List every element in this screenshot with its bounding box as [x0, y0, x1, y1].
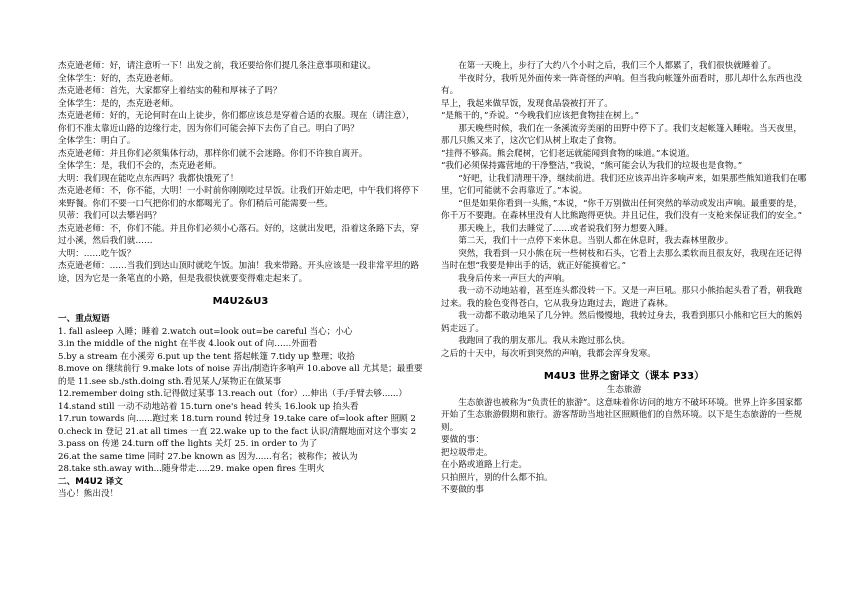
dialogue-line: 大明：我们现在能吃点东西吗？我都快饿死了！: [58, 173, 239, 184]
story-paragraph: 我身后传来一声巨大的声响。: [458, 273, 570, 284]
dialogue-line: 杰克逊老师：好的，无论何时在山上徒步，你们都应该总是穿着合适的衣服。现在（请注意），你们不准太靠近山路的边缘行走，因为你们可能会掉下去伤了自己。明白了吗？: [58, 111, 415, 134]
dialogue-line: 贝蒂：我们可以去攀岩吗？: [58, 211, 162, 221]
dialogue-line: 全体学生：好的，杰克逊老师。: [58, 73, 179, 84]
story-paragraph: 第二天，我们十一点停下来休息。当别人都在休息时，我去森林里散步。: [458, 236, 734, 246]
story-paragraph: 在第一天晚上，步行了大约八个小时之后，我们三个人都累了，我们很快就睡着了。: [458, 61, 777, 71]
phrase-line: 26.at the same time 同时 27.be known as 因为......有名；被称作；被认为: [58, 451, 358, 462]
dialogue-line: 杰克逊老师：并且你们必须集体行动，那样你们就不会迷路。你们不许独自离开。: [58, 148, 368, 159]
right-column: [441, 60, 807, 497]
story-paragraph: “挂得不够高。熊会爬树，它们老远就能闻到食物的味道。”本说道。: [441, 148, 695, 159]
phrase-line: 5.by a stream 在小溪旁 6.put up the tent 搭起帐篷 7.tidy up 整理；收拾: [58, 351, 355, 362]
dialogue-line: 杰克逊老师：首先，大家都穿上着结实的鞋和厚袜子了吗？: [58, 86, 282, 96]
story-paragraph: 半夜时分，我听见外面传来一阵奇怪的声响。但当我向帐篷外面看时，那儿却什么东西也没有。: [441, 73, 802, 96]
story-paragraph: 之后的十天中，每次听到突然的声响，我都会浑身发寒。: [441, 348, 656, 359]
dialogue-line: 大明：……吃午饭？: [58, 248, 136, 259]
dialogue-line: 杰克逊老师：……当我们到达山顶时就吃午饭。加油！我来带路。开头应该是一段非常平坦的路途，因为它是一条笔直的小路，但是我很快就要变得难走起来了。: [58, 261, 419, 284]
rule-line: 要做的事：: [441, 435, 484, 445]
dialogue-line: 杰克逊老师：好，请注意听一下！出发之前，我还要给你们提几条注意事项和建议。: [58, 61, 376, 71]
dialogue-line: 全体学生：明白了。: [58, 136, 136, 146]
section-title: M4U2&U3: [212, 296, 269, 307]
section-title: M4U3 世界之窗译文（课本 P33）: [543, 371, 705, 382]
rule-line: 只拍照片，别的什么都不拍。: [441, 472, 553, 483]
phrase-line: 3.in the middle of the night 在半夜 4.look out of 向……外面看: [58, 339, 318, 349]
story-paragraph: “是熊干的，”乔说。“今晚我们应该把食物挂在树上。”: [441, 111, 640, 121]
phrase-line: 17.run towards 向......跑过来 18.turn round 转过身 19.take care of=look after 照顾 20.check in 登记 21.at all times 一直 22.wake up to the fact 认识/清醒地面对这个事实 23.pass on 传递 24.turn off the lights 关灯 25. in order to 为了: [58, 414, 417, 449]
story-paragraph: 那天晚上，我们去睡觉了……或者说我们努力想要入睡。: [458, 223, 674, 234]
dialogue-line: 全体学生：是的，杰克逊老师。: [58, 98, 179, 109]
dialogue-line: 杰克逊老师：不，你们不能。并且你们必须小心落石。好的，这就出发吧，沿着这条路下去，穿过小溪，然后我们就……: [58, 223, 419, 246]
left-column: [58, 60, 423, 501]
phrase-line: 12.remember doing sth.记得做过某事 13.reach out（for）...伸出（手/手臂去够......）: [58, 389, 407, 399]
phrase-line: 8.move on 继续前行 9.make lots of noise 弄出/制造许多响声 10.above all 尤其是；最重要的是 11.see sb./sth.doing sth.看见某人/某物正在做某事: [58, 364, 423, 387]
dialogue-line: 全体学生：是，我们不会的，杰克逊老师。: [58, 161, 222, 171]
story-paragraph: “好吧，让我们清理干净，继续前进。我们还应该弄出许多响声来，如果那些熊知道我们在哪里，它们可能就不会再靠近了。”本说。: [441, 173, 807, 196]
rule-line: 不要做的事: [441, 485, 484, 495]
rule-line: 把垃圾带走。: [441, 447, 493, 458]
story-paragraph: 那天晚些时候，我们在一条溪流旁美丽的田野中停下了。我们支起帐篷入睡啦。当天夜里，那几只熊又来了，这次它们从树上取走了食物。: [441, 123, 802, 146]
phrase-line: 14.stand still 一动不动地站着 15.turn one's head 转头 16.look up 抬头看: [58, 401, 359, 412]
eco-intro-paragraph: 生态旅游也被称为“负责任的旅游”。这意味着你访问的地方不破坏环境。世界上许多国家都开始了生态旅游假期和旅行。游客帮助当地社区照顾他们的自然环境。以下是生态旅游的一些规则。: [441, 397, 803, 433]
phrase-line: 28.take sth.away with...随身带走.....29. make open fires 生明火: [58, 464, 325, 474]
rule-line: 在小路或道路上行走。: [441, 460, 527, 470]
phrases-heading: 一、重点短语: [58, 314, 110, 324]
story-paragraph: “但是如果你看到一头熊，”本说，“你千万别做出任何突然的举动或发出声响。最重要的是，你千万不要跑。在森林里没有人比熊跑得更快。并且记住，我们没有一支枪来保证我们的安全。”: [441, 198, 803, 221]
story-paragraph: 我一动不动地站着，甚至连头都没转一下。又是一声巨吼。那只小熊抬起头看了看，朝我跑过来。我的脸色变得苍白，它从我身边跑过去，跑进了森林。: [441, 286, 802, 309]
translation-start: 当心！熊出没！: [58, 489, 119, 499]
story-paragraph: 突然，我看到一只小熊在玩一些树枝和石头，它看上去那么柔软而且很友好，我现在还记得当时在想“我要是伸出手的话，就正好能摸着它。”: [441, 248, 802, 271]
article-subtitle: 生态旅游: [606, 385, 642, 395]
story-paragraph: 我跑回了我的朋友那儿。我从未跑过那么快。: [458, 336, 631, 346]
story-paragraph: 早上，我起来做早饭，发现食品袋被打开了。: [441, 98, 613, 109]
phrase-line: 1. fall asleep 入睡；睡着 2.watch out=look out=be careful 当心；小心: [58, 326, 353, 337]
dialogue-line: 杰克逊老师：不，你不能，大明！一小时前你刚刚吃过早饭。让我们开始走吧，中午我们将停下来野餐。你们不要一口气把你们的水都喝光了。你们稍后可能需要一些。: [58, 186, 419, 209]
story-paragraph: 我一动都不敢动地呆了几分钟。然后慢慢地，我转过身去，我看到那只小熊和它巨大的熊妈妈走远了。: [441, 311, 802, 334]
translation-heading: 二、M4U2 译文: [58, 476, 123, 487]
story-paragraph: “我们必须保持露营地的干净整洁，”我说，“熊可能会认为我们的垃圾也是食物。”: [441, 161, 743, 171]
